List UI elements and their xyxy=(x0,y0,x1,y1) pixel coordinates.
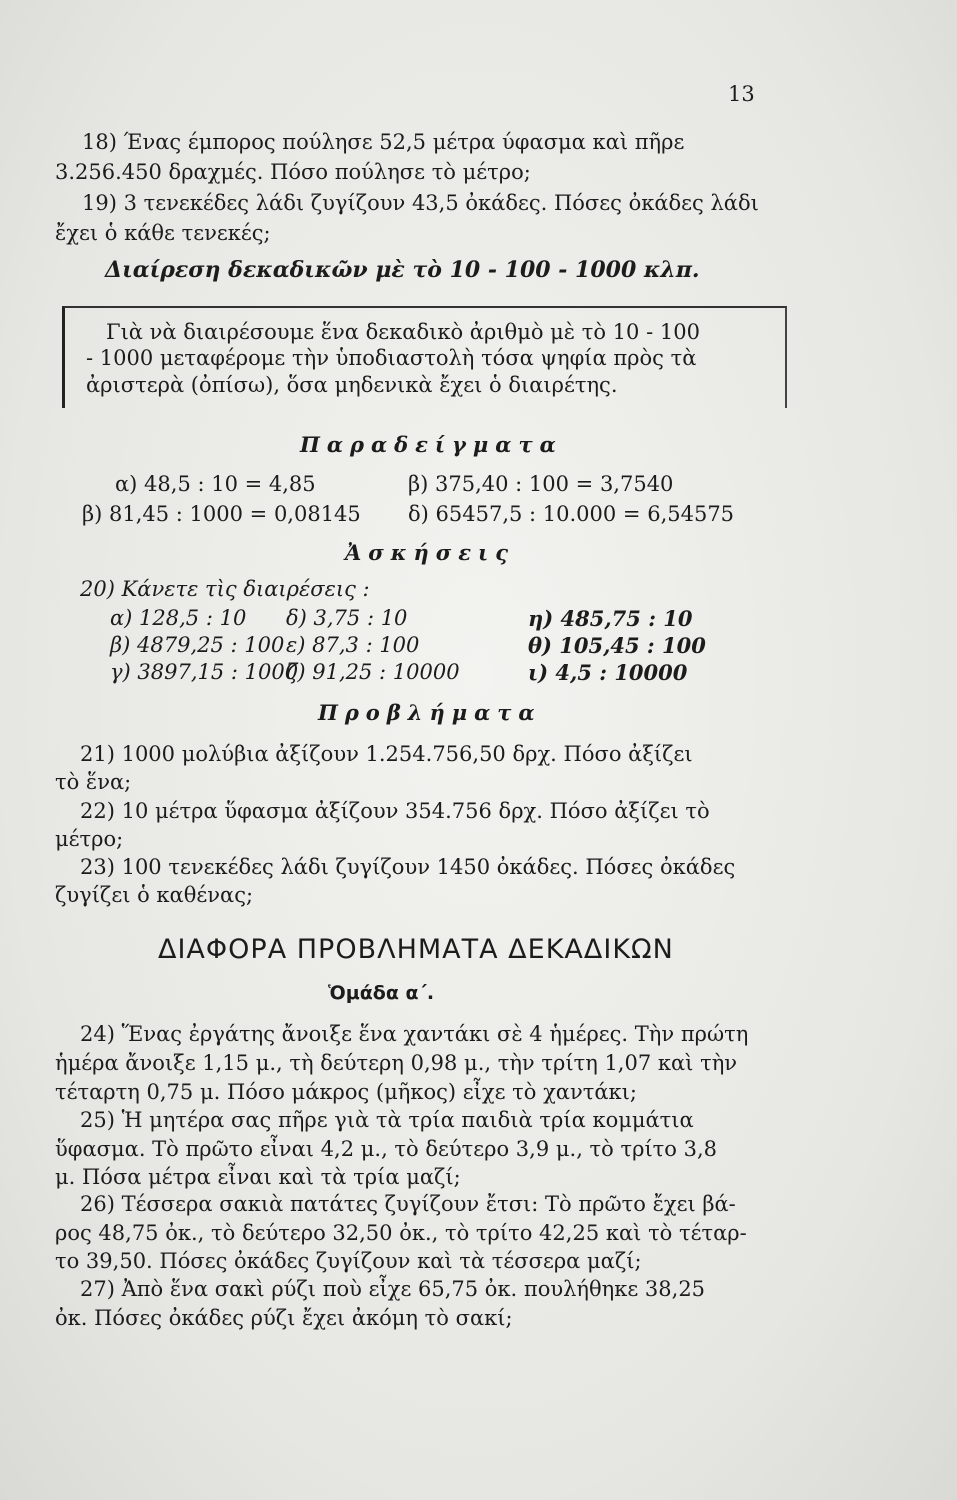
section-title: Διαίρεση δεκαδικῶν μὲ τὸ 10 - 100 - 1000 κλπ. xyxy=(105,257,700,283)
exercise-20-th: θ) 105,45 : 100 xyxy=(528,633,706,658)
problem-22-line-2: μέτρο; xyxy=(55,827,124,851)
example-b1: β) 375,40 : 100 = 3,7540 xyxy=(408,472,674,496)
problem-27-line-1: 27) Ἀπὸ ἕνα σακὶ ρύζι ποὺ εἶχε 65,75 ὀκ. πουλήθηκε 38,25 xyxy=(80,1277,706,1301)
exercise-20-z: ζ) 91,25 : 10000 xyxy=(286,660,460,684)
problem-23-line-2: ζυγίζει ὁ καθένας; xyxy=(55,883,254,907)
exercises-heading: Ἀσκήσεις xyxy=(345,540,515,565)
problem-19-line-2: ἔχει ὁ κάθε τενεκές; xyxy=(55,221,271,245)
problem-18-line-1: 18) Ένας έμπορος πούλησε 52,5 μέτρα ύφασμα καὶ πῆρε xyxy=(82,130,685,154)
page-number: 13 xyxy=(728,82,755,106)
problem-19-line-1: 19) 3 τενεκέδες λάδι ζυγίζουν 43,5 ὀκάδες. Πόσες ὀκάδες λάδι xyxy=(82,191,759,215)
problem-26-line-3: το 39,50. Πόσες ὀκάδες ζυγίζουν καὶ τὰ τέσσερα μαζί; xyxy=(55,1249,642,1273)
exercise-20-e: ε) 87,3 : 100 xyxy=(286,633,420,657)
group-heading: Ὁμάδα α΄. xyxy=(328,982,435,1004)
exercise-20-b: β) 4879,25 : 100 xyxy=(110,633,285,657)
exercise-20-intro: 20) Κάνετε τὶς διαιρέσεις : xyxy=(80,577,370,601)
exercise-20-g: γ) 3897,15 : 1000 xyxy=(110,660,299,684)
example-d: δ) 65457,5 : 10.000 = 6,54575 xyxy=(408,502,735,526)
problem-21-line-1: 21) 1000 μολύβια ἀξίζουν 1.254.756,50 δρχ. Πόσο ἀξίζει xyxy=(80,742,693,766)
problem-22-line-1: 22) 10 μέτρα ὕφασμα ἀξίζουν 354.756 δρχ. Πόσο ἀξίζει τὸ xyxy=(80,799,710,823)
exercise-20-d: δ) 3,75 : 10 xyxy=(286,606,408,630)
examples-heading: Παραδείγματα xyxy=(300,432,563,457)
problem-18-line-2: 3.256.450 δραχμές. Πόσο πούλησε τὸ μέτρο; xyxy=(55,160,531,184)
exercise-20-i: ι) 4,5 : 10000 xyxy=(528,660,688,685)
problem-26-line-2: ρος 48,75 ὀκ., τὸ δεύτερο 32,50 ὀκ., τὸ τρίτο 42,25 καὶ τὸ τέταρ- xyxy=(55,1221,747,1245)
problem-24-line-1: 24) Ἕνας ἐργάτης ἄνοιξε ἕνα χαντάκι σὲ 4 ἡμέρες. Τὴν πρώτη xyxy=(80,1022,749,1046)
problem-25-line-3: μ. Πόσα μέτρα εἶναι καὶ τὰ τρία μαζί; xyxy=(55,1165,461,1189)
problem-23-line-1: 23) 100 τενεκέδες λάδι ζυγίζουν 1450 ὀκάδες. Πόσες ὀκάδες xyxy=(80,855,736,879)
problem-25-line-2: ὕφασμα. Τὸ πρῶτο εἶναι 4,2 μ., τὸ δεύτερο 3,9 μ., τὸ τρίτο 3,8 xyxy=(55,1137,718,1161)
rule-line-2: - 1000 μεταφέρομε τὴν ὑποδιαστολὴ τόσα ψηφία πρὸς τὰ xyxy=(86,346,697,370)
example-b2: β) 81,45 : 1000 = 0,08145 xyxy=(82,502,361,526)
rule-line-3: ἀριστερὰ (ὀπίσω), ὅσα μηδενικὰ ἔχει ὁ διαιρέτης. xyxy=(86,373,618,397)
problem-27-line-2: ὀκ. Πόσες ὀκάδες ρύζι ἔχει ἀκόμη τὸ σακί; xyxy=(55,1306,513,1330)
exercise-20-a: α) 128,5 : 10 xyxy=(110,606,247,630)
problem-21-line-2: τὸ ἕνα; xyxy=(55,770,132,794)
exercise-20-h: η) 485,75 : 10 xyxy=(528,606,693,631)
problems-heading: Προβλήματα xyxy=(318,700,542,725)
various-problems-heading: ΔΙΑΦΟΡΑ ΠΡΟΒΛΗΜΑΤΑ ΔΕΚΑΔΙΚΩΝ xyxy=(158,934,674,965)
problem-25-line-1: 25) Ἡ μητέρα σας πῆρε γιὰ τὰ τρία παιδιὰ τρία κομμάτια xyxy=(80,1108,694,1132)
rule-line-1: Γιὰ νὰ διαιρέσουμε ἕνα δεκαδικὸ ἀριθμὸ μὲ τὸ 10 - 100 xyxy=(106,320,700,344)
example-a: α) 48,5 : 10 = 4,85 xyxy=(115,472,316,496)
problem-24-line-2: ἡμέρα ἄνοιξε 1,15 μ., τὴ δεύτερη 0,98 μ., τὴν τρίτη 1,07 καὶ τὴν xyxy=(55,1051,738,1075)
problem-26-line-1: 26) Τέσσερα σακιὰ πατάτες ζυγίζουν ἔτσι: Τὸ πρῶτο ἔχει βά- xyxy=(80,1192,736,1216)
problem-24-line-3: τέταρτη 0,75 μ. Πόσο μάκρος (μῆκος) εἶχε τὸ χαντάκι; xyxy=(55,1080,637,1104)
